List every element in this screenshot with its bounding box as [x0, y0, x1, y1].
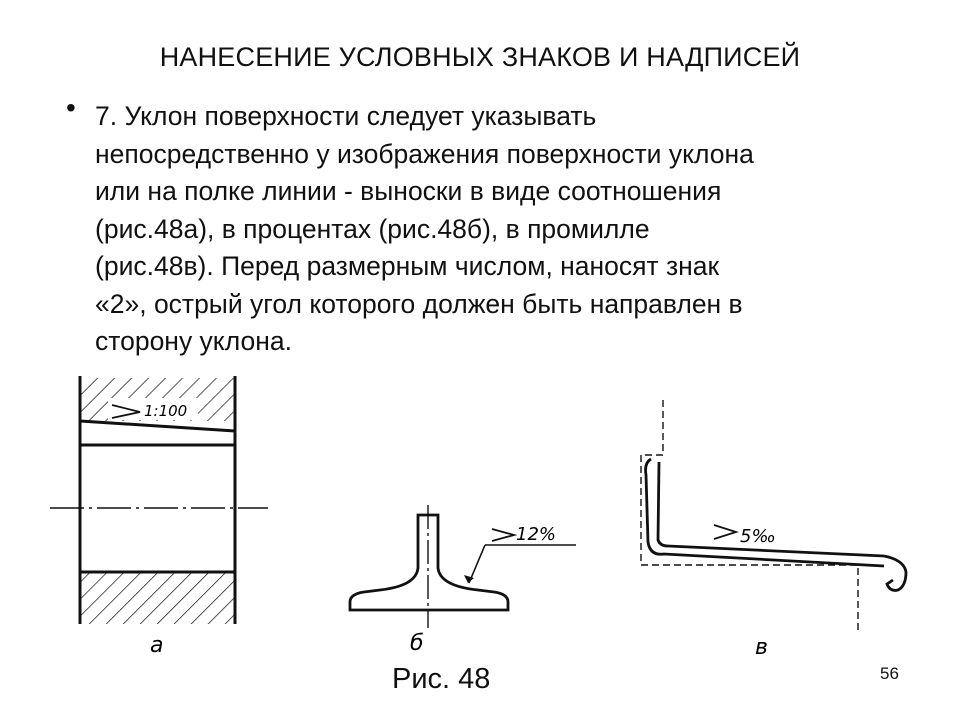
page-number: 56 [880, 664, 899, 683]
figure-letter-c: в [755, 635, 768, 660]
hatched-section-bottom [80, 572, 235, 624]
figure-letter-a: а [150, 633, 164, 658]
slope-label-a: 1:100 [144, 402, 188, 420]
body-line: «2», острый угол которого должен быть направлен в [95, 288, 743, 319]
figure-caption: Рис. 48 [392, 663, 491, 695]
slide-title: НАНЕСЕНИЕ УСЛОВНЫХ ЗНАКОВ И НАДПИСЕЙ [159, 42, 801, 72]
body-line: (рис.48в). Перед размерным числом, наносят знак [95, 251, 720, 281]
slope-sign-icon [492, 529, 514, 541]
figure-b [350, 505, 576, 656]
body-line: или на полке линии - выноски в виде соотношения [95, 176, 722, 206]
figure-c [641, 400, 906, 660]
slope-label-c: 5‰ [740, 526, 776, 547]
body-line: непосредственно у изображения поверхности уклона [95, 138, 754, 169]
sloped-surface [80, 421, 235, 431]
figure-letter-b: б [410, 631, 424, 656]
body-line: (рис.48а), в процентах (рис.48б), в промилле [95, 213, 650, 244]
slope-sign-icon [714, 525, 736, 539]
slope-label-b: 12% [516, 524, 557, 545]
dashed-outline [641, 400, 858, 630]
body-line: 7. Уклон поверхности следует указывать [95, 101, 597, 131]
hook-end [884, 556, 906, 590]
figure-a [50, 376, 268, 658]
body-line: сторону уклона. [95, 326, 292, 356]
bullet-point: • [66, 92, 76, 123]
t-profile-outline [350, 515, 508, 610]
